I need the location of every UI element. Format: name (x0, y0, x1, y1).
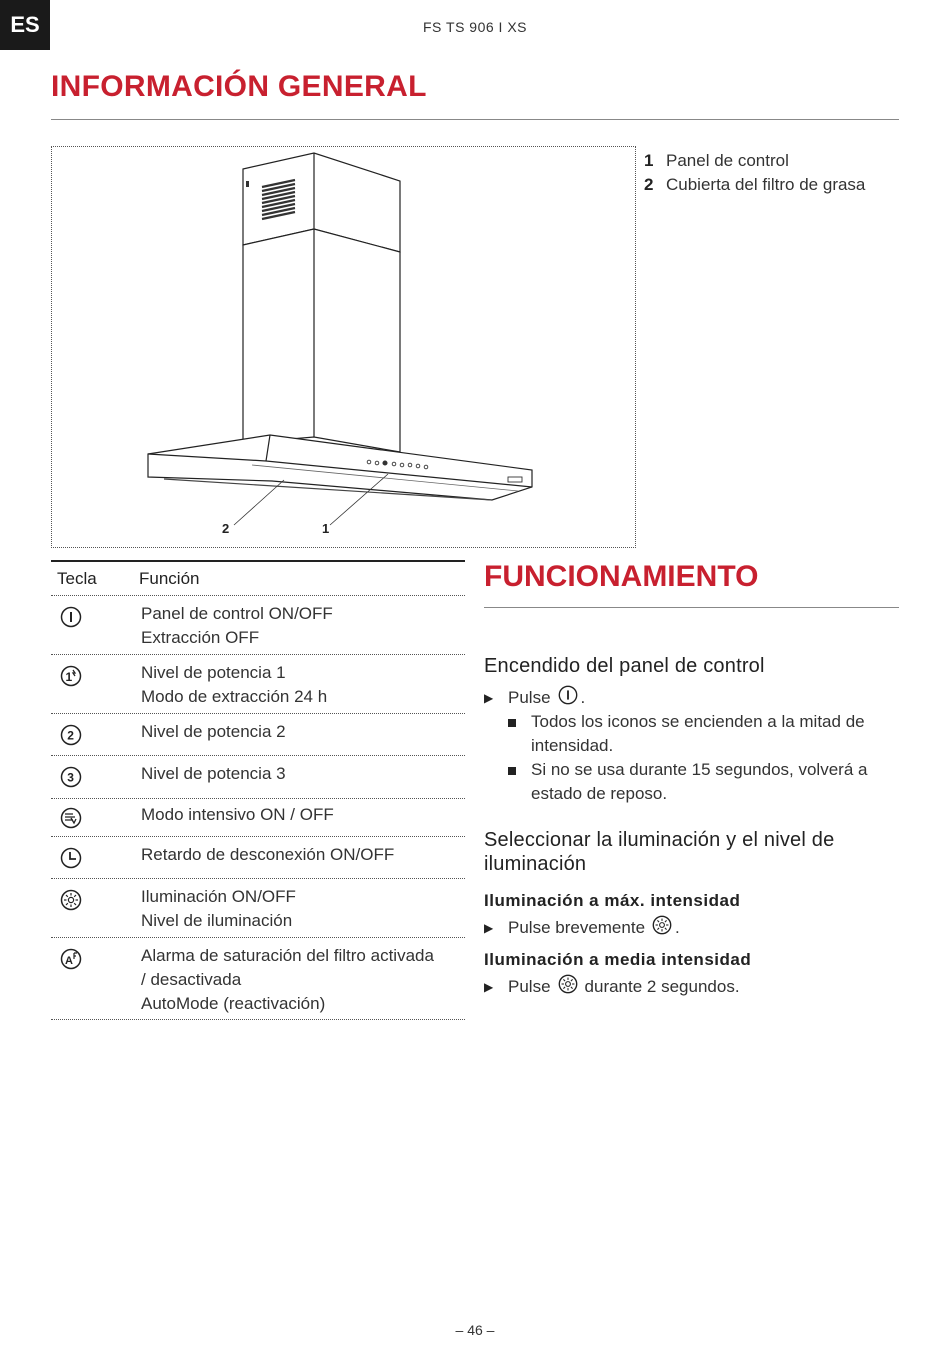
arrow-icon: ▶ (484, 921, 494, 935)
table-header (51, 560, 465, 596)
key-function-table (51, 560, 465, 1020)
heading-light-max: Iluminación a máx. intensidad (484, 891, 741, 910)
section-title-general: INFORMACIÓN GENERAL (51, 70, 427, 103)
table-row: 3 Nivel de potencia 3 (51, 756, 465, 799)
power-icon (59, 605, 83, 629)
list-item: Todos los iconos se encienden a la mitad de intensidad. (508, 710, 888, 758)
hood-illustration (51, 146, 636, 548)
table-row: Iluminación ON/OFF Nivel de iluminación (51, 879, 465, 938)
callout-2: 2 (222, 521, 230, 536)
model-name: FS TS 906 I XS (422, 19, 527, 35)
heading-light-half: Iluminación a media intensidad (484, 950, 752, 969)
step-light-half: ▶ Pulse durante 2 segundos. (484, 975, 740, 999)
page-number: – 46 – (455, 1322, 495, 1338)
light-icon (557, 973, 579, 995)
clock-icon (59, 846, 83, 870)
table-row: Panel de control ON/OFF Extracción OFF (51, 596, 465, 655)
level-1-24h-icon (59, 664, 83, 688)
step-light-max: ▶ Pulse brevemente . (484, 916, 680, 940)
legend-item: 1 Panel de control (644, 151, 789, 170)
table-row: A Alarma de saturación del filtro activada / desactivada AutoMode (reactivación) (51, 938, 465, 1020)
title-divider (51, 119, 899, 120)
col-function-header: Función (139, 568, 200, 588)
arrow-icon: ▶ (484, 691, 494, 705)
table-row: Retardo de desconexión ON/OFF (51, 837, 465, 879)
svg-text:2: 2 (67, 728, 74, 743)
step-press-power: ▶ Pulse . (484, 686, 585, 710)
table-row: Modo intensivo ON / OFF (51, 799, 465, 837)
intensive-mode-icon (59, 806, 83, 830)
chimney-lower (243, 229, 400, 452)
filter-alarm-icon (59, 947, 83, 971)
light-icon (59, 888, 83, 912)
table-row: 2 Nivel de potencia 2 (51, 714, 465, 756)
level-3-icon (59, 765, 83, 789)
figure-legend (644, 149, 865, 197)
light-icon (651, 914, 673, 936)
level-2-icon (59, 723, 83, 747)
svg-text:3: 3 (67, 770, 74, 785)
language-badge: ES (0, 0, 50, 50)
callout-1: 1 (322, 521, 330, 536)
arrow-icon: ▶ (484, 980, 494, 994)
svg-text:A: A (65, 955, 73, 967)
heading-lighting: Seleccionar la iluminación y el nivel de iluminación (484, 829, 835, 875)
section-title-operation: FUNCIONAMIENTO (484, 560, 759, 593)
hood-drawing (52, 147, 637, 549)
legend-item: 2 Cubierta del filtro de grasa (644, 175, 866, 194)
operation-divider (484, 607, 899, 608)
list-item: Si no se usa durante 15 segundos, volverá a estado de reposo. (508, 758, 888, 806)
power-icon (557, 684, 579, 706)
heading-panel-on: Encendido del panel de control (484, 655, 765, 677)
col-key-header: Tecla (57, 568, 97, 588)
table-row: 1 Nivel de potencia 1 Modo de extracción 24 h (51, 655, 465, 714)
svg-text:1: 1 (65, 670, 73, 684)
